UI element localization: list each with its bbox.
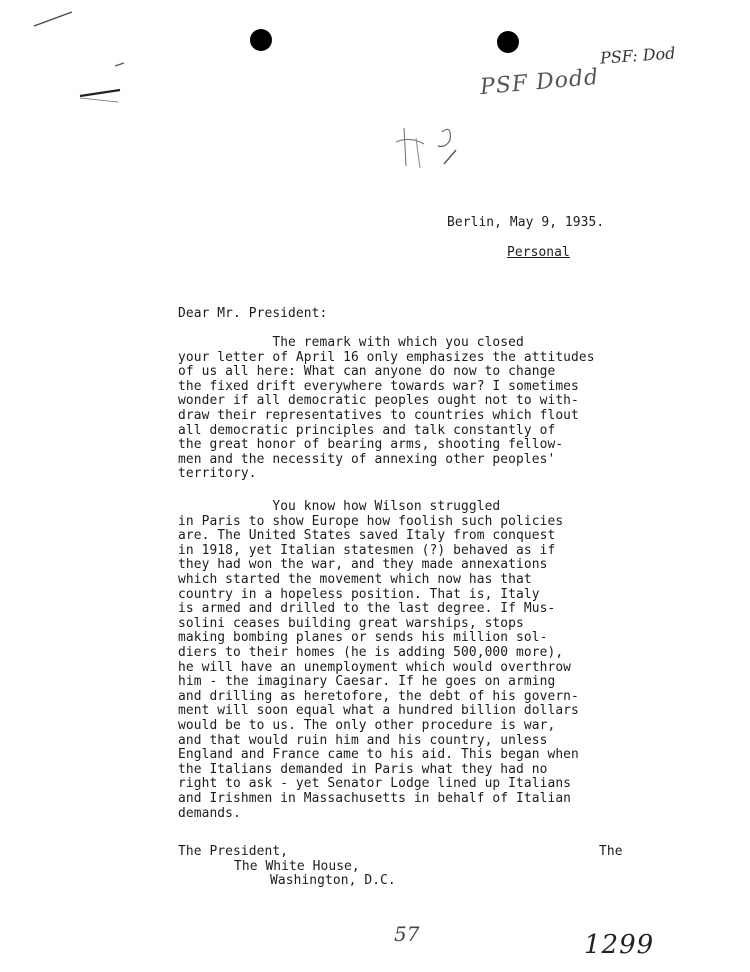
text-line: in 1918, yet Italian statesmen (?) behaved as if <box>178 542 556 558</box>
text-line: which started the movement which now has that <box>178 572 532 587</box>
text-line: and Irishmen in Massachusetts in behalf of Italian <box>178 791 572 806</box>
text-line: in Paris to show Europe how foolish such policies <box>178 513 564 529</box>
bottom-page-mark: 57 <box>394 922 420 946</box>
text-line: territory. <box>178 466 257 482</box>
pencil-marks-top-left <box>20 0 160 110</box>
text-line: would be to us. The only other procedure is war, <box>178 718 556 733</box>
text-line: and drilling as heretofore, the debt of his govern- <box>178 688 579 704</box>
text-line: is armed and drilled to the last degree. If Mus- <box>178 601 556 617</box>
text-line: the great honor of bearing arms, shooting fellow- <box>178 437 564 453</box>
text-line: wonder if all democratic peoples ought not to with- <box>178 393 579 409</box>
text-line: the fixed drift everywhere towards war? I sometimes <box>178 378 579 394</box>
addressee-line-1: The President, <box>178 844 289 859</box>
addressee-line-2: The White House, <box>234 858 360 874</box>
text-line: ment will soon equal what a hundred billion dollars <box>178 703 579 719</box>
text-line: demands. <box>178 805 241 821</box>
place-date: Berlin, May 9, 1935. <box>447 215 605 230</box>
text-line: right to ask - yet Senator Lodge lined up Italians <box>178 776 572 792</box>
text-line: and that would ruin him and his country, unless <box>178 732 548 748</box>
salutation: Dear Mr. President: <box>178 306 328 321</box>
punch-hole-right <box>497 31 519 53</box>
text-line: You know how Wilson struggled <box>178 499 501 514</box>
text-line: country in a hopeless position. That is, Italy <box>178 586 540 602</box>
text-line: making bombing planes or sends his million sol- <box>178 630 548 646</box>
text-line: your letter of April 16 only emphasizes the attitudes <box>178 349 595 365</box>
catchword: The <box>599 844 623 859</box>
punch-hole-left <box>250 29 272 51</box>
addressee-line-3: Washington, D.C. <box>270 873 396 889</box>
folio-number: 1299 <box>584 930 655 960</box>
personal-marking: Personal <box>507 245 570 260</box>
text-line: all democratic principles and talk constantly of <box>178 422 556 438</box>
file-note-center: PSF Dodd <box>479 64 601 101</box>
text-line: diers to their homes (he is adding 500,000 more), <box>178 645 564 660</box>
text-line: draw their representatives to countries which flout <box>178 408 579 423</box>
text-line: men and the necessity of annexing other peoples' <box>178 451 556 467</box>
text-line: he will have an unemployment which would overthrow <box>178 659 572 675</box>
file-note-top-right: PSF: Dod <box>599 43 677 68</box>
text-line: the Italians demanded in Paris what they had no <box>178 761 548 777</box>
text-line: they had won the war, and they made annexations <box>178 557 548 573</box>
text-line: England and France came to his aid. This began when <box>178 747 579 763</box>
text-line: are. The United States saved Italy from conquest <box>178 528 556 544</box>
text-line: solini ceases building great warships, stops <box>178 615 524 631</box>
text-line: of us all here: What can anyone do now to change <box>178 364 556 380</box>
text-line: him - the imaginary Caesar. If he goes on arming <box>178 674 556 690</box>
text-line: The remark with which you closed <box>178 335 524 350</box>
pencil-scribble-center <box>390 118 490 188</box>
